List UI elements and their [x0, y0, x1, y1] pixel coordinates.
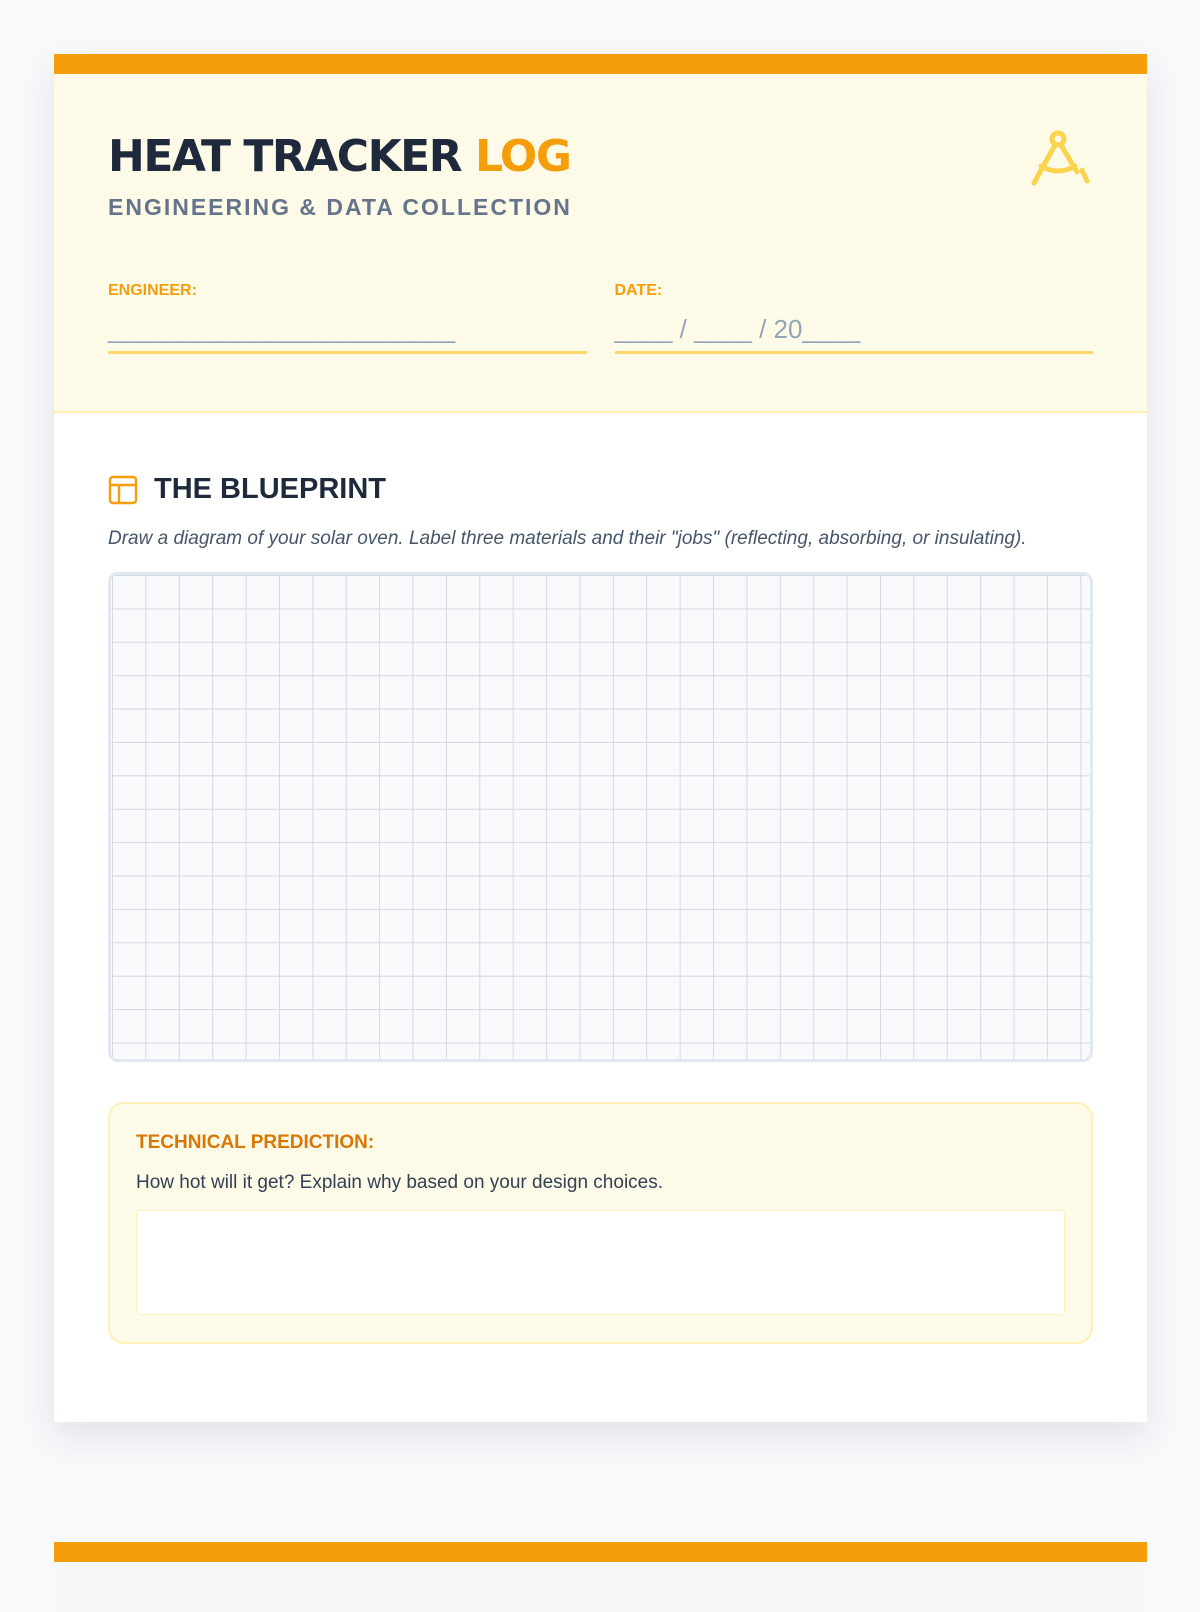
engineer-input[interactable]: ________________________	[108, 314, 456, 344]
blueprint-drawing-grid[interactable]	[108, 572, 1093, 1062]
prediction-box	[108, 1102, 1093, 1344]
engineer-field[interactable]	[108, 282, 587, 354]
date-field[interactable]	[615, 282, 1094, 354]
next-page-accent-bar	[54, 1542, 1147, 1562]
prediction-answer-field[interactable]	[136, 1210, 1065, 1315]
info-fields	[108, 282, 1093, 354]
worksheet-page	[54, 54, 1147, 1422]
page-title: HEAT TRACKER LOG	[108, 131, 571, 182]
engineer-label: ENGINEER:	[108, 282, 197, 299]
accent-bar	[54, 54, 1147, 74]
blueprint-title: THE BLUEPRINT	[154, 473, 386, 505]
page-body	[54, 413, 1147, 1422]
prediction-label: TECHNICAL PREDICTION:	[136, 1132, 375, 1153]
prediction-question: How hot will it get? Explain why based on your design choices.	[136, 1172, 664, 1193]
next-page-card	[54, 1542, 1147, 1612]
page-subtitle: ENGINEERING & DATA COLLECTION	[108, 194, 572, 220]
title-accent: LOG	[474, 131, 571, 182]
blueprint-heading	[108, 473, 1093, 506]
blueprint-instructions: Draw a diagram of your solar oven. Label three materials and their "jobs" (reflecting, absorbing, or insulating).	[108, 528, 1027, 549]
date-label: DATE:	[614, 282, 663, 299]
page-header	[54, 74, 1147, 413]
compass-icon	[1027, 128, 1093, 194]
date-input[interactable]: ____ / ____ / 20____	[614, 314, 861, 344]
layout-icon	[108, 475, 138, 505]
